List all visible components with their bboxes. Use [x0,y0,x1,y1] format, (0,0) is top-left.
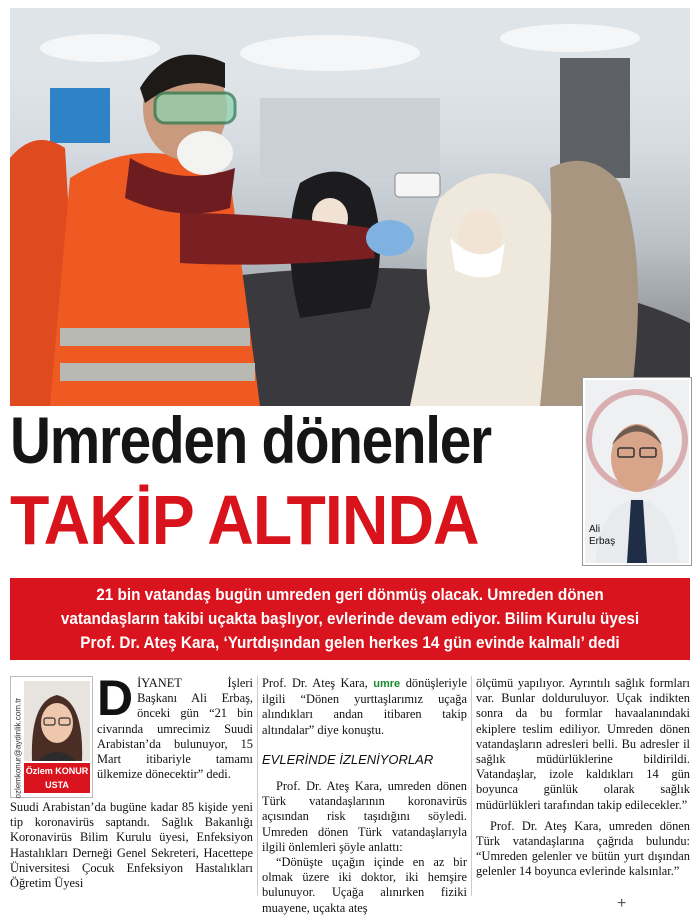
article-col3-p2: Prof. Dr. Ateş Kara, umreden dönen Türk vatandaşlarına çağrıda bulundu: “Umreden gelenler ve bütün yurt dışından gelenler 14 boyunca evlerinde kalsınlar.” [476,818,690,879]
main-photo [10,8,690,406]
article-col3-p1: ölçümü yapılıyor. Ayrıntılı sağlık formları var. Bunlar dolduruluyor. Uçak indikten sonra da bu formlar havaalanındaki ekiplere teslim ediliyor. Umreden dönen vatandaşların adresleri belli. Bu adresler il sağlık müdürlüklerine bildirildi. Vatandaşlar, izole kaldıkları 14 gün boyunca günlük olarak sağlık müdürlükleri tarafından takip edilecekler.” [476,676,690,812]
article-column-3 [476,676,690,880]
photo-illustration [10,8,690,406]
headline-line2: TAKİP ALTINDA [10,481,479,559]
inset-caption-first: Ali [589,524,601,535]
author-portrait-illustration [24,681,90,761]
article-column-1-top [97,670,253,782]
author-photo [24,681,90,761]
inset-portrait [583,378,691,565]
crosshair-mark: + [617,895,627,912]
article-col2-p1 [262,676,467,738]
headline-line1: Umreden dönenler [10,403,491,477]
summary-banner [10,578,690,660]
banner-line2: vatandaşların takibi uçakta başlıyor, evlerinde devam ediyor. Bilim Kurulu üyesi [60,609,640,628]
article-col2-p3: “Dönüşte uçağın içinde en az bir olmak üzere iki doktor, iki hemşire bulunuyor. Uçağa alınırken fiziki muayene, uçakta ateş [262,855,467,915]
article-col1-rest: Suudi Arabistan’da bugüne kadar 85 kişide yeni tip koronavirüs saptandı. Sağlık Bakanlığı Koronavirüs Bilim Kurulu üyesi, Enfeksiyon Hastalıkları Derneği Genel Sekreteri, Hacettepe Üniversitesi Çocuk Enfeksiyon Hastalıkları Öğretim Üyesi [10,800,253,891]
article-lead [97,670,253,782]
author-email: ozlemkonur@aydinlik.com.tr [13,697,23,799]
article-col2-p2: Prof. Dr. Ateş Kara, umreden dönen Türk vatandaşlarının koronavirüs açısından risk taşıdığını söyledi. Umreden dönen Türk vatandaşlarıyla ilgili önlemleri şöyle anlattı: [262,779,467,854]
author-name [24,763,90,793]
col2-p1-before: Prof. Dr. Ateş Kara, [262,676,368,690]
banner-line1: 21 bin vatandaş bugün umreden geri dönmüş olacak. Umreden dönen [96,585,604,604]
article-subhead: EVLERİNDE İZLENİYORLAR [262,751,434,767]
article-column-2 [262,676,467,916]
column-divider-1 [257,676,258,896]
drop-cap: D [97,670,134,726]
banner-line3: Prof. Dr. Ateş Kara, ‘Yurtdışından gelen herkes 14 gün evinde kalmalı’ dedi [80,633,620,652]
article-lead-text: İYANET İşleri Başkanı Ali Erbaş, önceki gün “21 bin civarında umrecimiz Suudi Arabistan’da bulunuyor, 15 Mart itibariyle tamamı ülkemize dönecektir” dedi. [97,676,253,782]
umre-tag: umre [373,678,401,690]
inset-caption-last: Erbaş [589,536,616,547]
article-column-1-bottom [10,800,253,891]
col2-p1-after: dönüşleriyle ilgili “Dönen yurttaşlarımız uçağa alındıkları andan itibaren takip altındalar” diye konuştu. [262,676,467,737]
author-name-line1: Özlem KONUR [25,766,89,776]
author-name-line2: USTA [45,780,69,790]
column-divider-2 [471,676,472,896]
author-box [10,676,93,798]
inset-caption [589,524,615,548]
